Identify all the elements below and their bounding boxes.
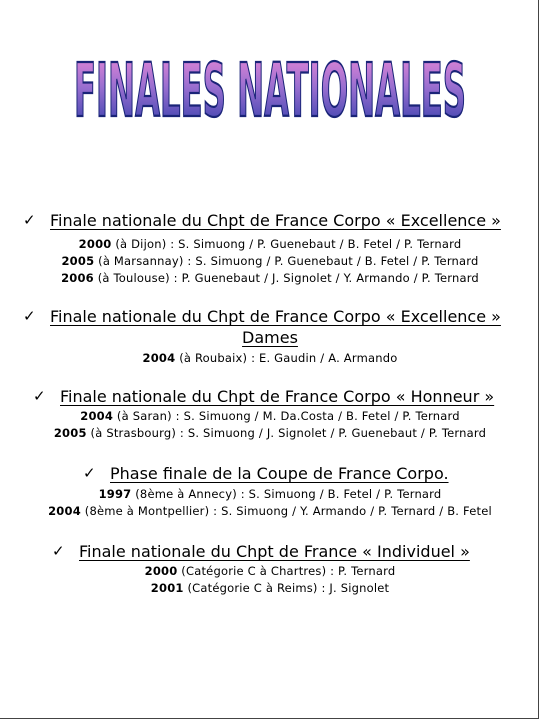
result-year: 2005 (61, 254, 95, 268)
result-details: (à Dijon) : S. Simuong / P. Guenebaut / B. Fetel / P. Ternard (111, 237, 462, 251)
result-line (0, 503, 540, 520)
section-coupe-de-france (0, 463, 540, 520)
svg-text:FINALES NATIONALES: FINALES NATIONALES (74, 48, 466, 134)
result-details: (à Toulouse) : P. Guenebaut / J. Signolet / Y. Armando / P. Ternard (93, 271, 479, 285)
result-line (0, 253, 540, 270)
page-title (70, 24, 470, 134)
section-heading-continuation (0, 327, 540, 348)
result-details: (8ème à Montpellier) : S. Simuong / Y. Armando / P. Ternard / B. Fetel (80, 504, 492, 518)
heading-text: Finale nationale du Chpt de France Corpo « Excellence » (50, 307, 501, 326)
heading-text: Finale nationale du Chpt de France Corpo « Honneur » (60, 387, 495, 406)
result-year: 2000 (78, 237, 112, 251)
result-line (0, 270, 540, 287)
results-list (0, 408, 540, 442)
results-list (0, 350, 540, 367)
section-heading (52, 541, 540, 562)
result-line (0, 425, 540, 442)
result-year: 2000 (144, 564, 178, 578)
result-line (0, 236, 540, 253)
checkmark-icon: ✓ (23, 307, 36, 325)
result-year: 2001 (150, 581, 184, 595)
result-line (0, 563, 540, 580)
result-year: 2004 (80, 409, 114, 423)
result-year: 2004 (142, 351, 176, 365)
result-details: (Catégorie C à Chartres) : P. Ternard (177, 564, 396, 578)
section-excellence (0, 210, 540, 287)
result-line (0, 486, 540, 503)
section-individuel (0, 541, 540, 597)
result-year: 2005 (53, 426, 87, 440)
results-list (0, 486, 540, 520)
result-year: 2004 (48, 504, 81, 518)
result-details: (8ème à Annecy) : S. Simuong / B. Fetel / P. Ternard (131, 487, 442, 501)
result-line (0, 408, 540, 425)
result-details: (à Marsannay) : S. Simuong / P. Guenebaut / B. Fetel / P. Ternard (94, 254, 479, 268)
section-heading (83, 463, 540, 484)
heading-text: Phase finale de la Coupe de France Corpo. (110, 464, 449, 483)
heading-text: Finale nationale du Chpt de France « Individuel » (79, 542, 470, 561)
section-honneur (0, 386, 540, 442)
checkmark-icon: ✓ (52, 542, 65, 560)
section-heading (23, 210, 540, 231)
result-details: (à Strasbourg) : S. Simuong / J. Signolet / P. Guenebaut / P. Ternard (86, 426, 487, 440)
result-year: 1997 (98, 487, 132, 501)
result-details: (Catégorie C à Reims) : J. Signolet (183, 581, 390, 595)
checkmark-icon: ✓ (33, 387, 46, 405)
section-excellence-dames (0, 306, 540, 367)
result-line (0, 350, 540, 367)
checkmark-icon: ✓ (83, 464, 96, 482)
checkmark-icon: ✓ (23, 211, 36, 229)
result-line (0, 580, 540, 597)
heading-text: Dames (242, 328, 298, 347)
result-details: (à Saran) : S. Simuong / M. Da.Costa / B. Fetel / P. Ternard (113, 409, 460, 423)
heading-text: Finale nationale du Chpt de France Corpo « Excellence » (50, 211, 501, 230)
section-heading (23, 306, 540, 327)
section-heading (33, 386, 540, 407)
results-list (0, 563, 540, 597)
results-list (0, 236, 540, 287)
result-details: (à Roubaix) : E. Gaudin / A. Armando (175, 351, 398, 365)
result-year: 2006 (61, 271, 94, 285)
